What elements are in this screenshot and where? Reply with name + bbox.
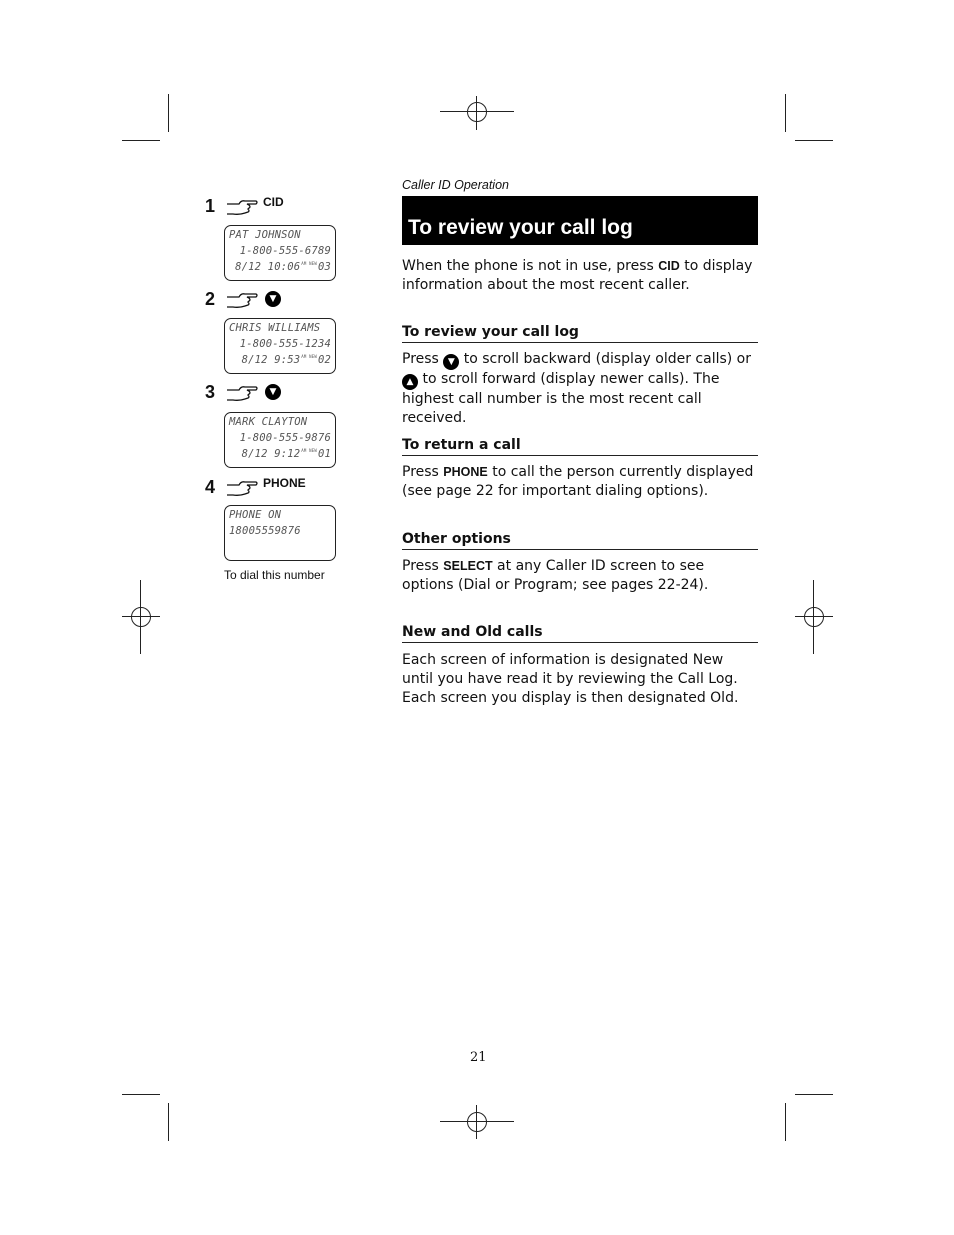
caller-number: 1-800-555-9876 bbox=[239, 432, 331, 444]
review-paragraph: Press ▼ to scroll backward (display older calls) or ▲ to scroll forward (display newer calls). The highest call number is the most recent call received. bbox=[402, 351, 751, 426]
call-time: 8/12 $9:53^{AM NEW}02$ bbox=[241, 354, 331, 366]
other-options-paragraph: Press SELECT at any Caller ID screen to see options (Dial or Program; see pages 22-24). bbox=[402, 558, 709, 593]
step-2 bbox=[205, 287, 281, 311]
step-number: 2 bbox=[205, 288, 216, 309]
heading-other-options: Other options bbox=[402, 531, 758, 550]
new-old-paragraph: Each screen of information is designated New until you have read it by reviewing the Call Log. Each screen you display is then designated Old. bbox=[402, 652, 739, 706]
title-bar bbox=[402, 196, 758, 245]
call-time: 8/12 $10:06^{AM NEW}03$ bbox=[235, 261, 331, 273]
return-call-paragraph: Press PHONE to call the person currently displayed (see page 22 for important dialing options). bbox=[402, 464, 754, 499]
heading-new-old-calls: New and Old calls bbox=[402, 624, 758, 643]
section-label: Caller ID Operation bbox=[402, 178, 509, 192]
cid-key: CID bbox=[658, 259, 680, 273]
caller-number: 1-800-555-1234 bbox=[239, 338, 331, 350]
phone-key-label: PHONE bbox=[263, 476, 306, 490]
down-arrow-icon: ▼ bbox=[265, 291, 281, 307]
crop-mark bbox=[785, 1103, 786, 1141]
step-1 bbox=[205, 194, 284, 218]
hand-pointer-icon bbox=[225, 196, 259, 216]
lcd-screen-4 bbox=[224, 505, 336, 561]
lcd-screen-2 bbox=[224, 318, 336, 374]
phone-status: PHONE ON bbox=[229, 509, 282, 521]
cid-key-label: CID bbox=[263, 195, 284, 209]
step-3 bbox=[205, 380, 281, 404]
dial-caption: To dial this number bbox=[224, 568, 325, 582]
step-number: 1 bbox=[205, 195, 216, 216]
caller-name: PAT JOHNSON bbox=[229, 229, 301, 241]
up-arrow-icon: ▲ bbox=[402, 374, 418, 390]
down-arrow-icon: ▼ bbox=[265, 384, 281, 400]
heading-return-call: To return a call bbox=[402, 437, 758, 456]
crop-mark bbox=[122, 140, 160, 141]
step-number: 4 bbox=[205, 476, 216, 497]
crop-mark bbox=[795, 1094, 833, 1095]
hand-pointer-icon bbox=[225, 477, 259, 497]
hand-pointer-icon bbox=[225, 382, 259, 402]
intro-paragraph: When the phone is not in use, press CID to display information about the most recent caller. bbox=[402, 258, 753, 293]
page-number: 21 bbox=[470, 1050, 487, 1065]
caller-number: 1-800-555-6789 bbox=[239, 245, 331, 257]
crop-mark bbox=[122, 1094, 160, 1095]
step-number: 3 bbox=[205, 381, 216, 402]
call-time: 8/12 $9:12^{AM NEW}01$ bbox=[241, 448, 331, 460]
crop-mark bbox=[785, 94, 786, 132]
lcd-screen-1 bbox=[224, 225, 336, 281]
hand-pointer-icon bbox=[225, 289, 259, 309]
caller-name: CHRIS WILLIAMS bbox=[229, 322, 321, 334]
step-4 bbox=[205, 475, 306, 499]
dialed-number: 18005559876 bbox=[229, 525, 301, 537]
crop-mark bbox=[795, 140, 833, 141]
crop-mark bbox=[168, 94, 169, 132]
lcd-screen-3 bbox=[224, 412, 336, 468]
phone-key: PHONE bbox=[443, 465, 488, 479]
heading-review-call-log: To review your call log bbox=[402, 324, 758, 343]
page-title: To review your call log bbox=[408, 216, 633, 239]
crop-mark bbox=[168, 1103, 169, 1141]
caller-name: MARK CLAYTON bbox=[229, 416, 308, 428]
down-arrow-icon: ▼ bbox=[443, 354, 459, 370]
select-key: SELECT bbox=[443, 559, 493, 573]
